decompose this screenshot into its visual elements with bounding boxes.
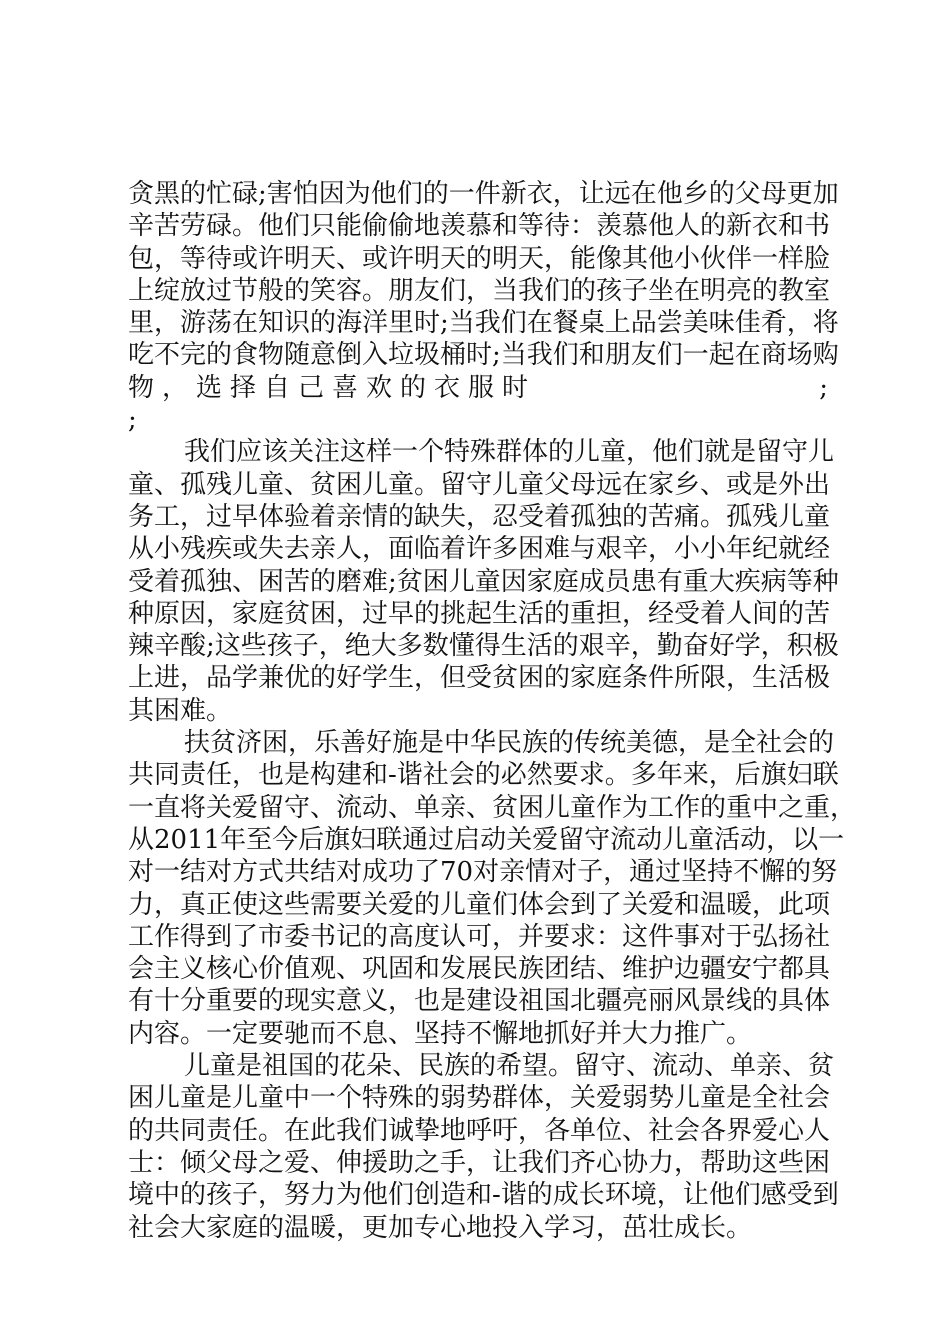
text-line: 境中的孩子，努力为他们创造和-谐的成长环境，让他们感受到 [128, 1180, 839, 1211]
text-line: 力，真正使这些需要关爱的儿童们体会到了关爱和温暖，此项 [128, 889, 831, 920]
text-line: 从小残疾或失去亲人，面临着许多困难与艰辛，小小年纪就经 [128, 534, 831, 565]
text-line: 共同责任，也是构建和-谐社会的必然要求。多年来，后旗妇联 [128, 760, 839, 791]
text-line: 有十分重要的现实意义，也是建设祖国北疆亮丽风景线的具体 [128, 986, 831, 1017]
text-line-segment: 物，选择自己喜欢的衣服时 [128, 372, 537, 403]
text-line: 务工，过早体验着亲情的缺失，忍受着孤独的苦痛。孤残儿童 [128, 501, 831, 532]
text-line: 辣辛酸;这些孩子，绝大多数懂得生活的艰辛，勤奋好学，积极 [128, 631, 839, 662]
text-line: 辛苦劳碌。他们只能偷偷地羡慕和等待：羡慕他人的新衣和书 [128, 211, 831, 242]
text-line: 社会大家庭的温暖，更加专心地投入学习，茁壮成长。 [128, 1212, 753, 1243]
text-line: ; [128, 405, 137, 436]
paragraph-first-line: 扶贫济困，乐善好施是中华民族的传统美德，是全社会的 [184, 728, 835, 759]
text-line: 童、孤残儿童、贫困儿童。留守儿童父母远在家乡、或是外出 [128, 469, 831, 500]
text-line-segment: ; [819, 372, 828, 403]
text-line: 一直将关爱留守、流动、单亲、贫困儿童作为工作的重中之重， [128, 792, 857, 823]
text-line: 贪黑的忙碌;害怕因为他们的一件新衣，让远在他乡的父母更加 [128, 179, 839, 209]
text-line: 内容。一定要驰而不息、坚持不懈地抓好并大力推广。 [128, 1018, 753, 1049]
text-line: 吃不完的食物随意倒入垃圾桶时;当我们和朋友们一起在商场购 [128, 340, 839, 371]
text-line: 包，等待或许明天、或许明天的明天，能像其他小伙伴一样脸 [128, 243, 831, 274]
text-line: 其困难。 [128, 695, 233, 726]
text-line: 上绽放过节般的笑容。朋友们，当我们的孩子坐在明亮的教室 [128, 275, 831, 306]
text-line [128, 372, 828, 404]
text-line: 从2011年至今后旗妇联通过启动关爱留守流动儿童活动，以一 [128, 824, 845, 855]
text-line: 对一结对方式共结对成功了70对亲情对子，通过坚持不懈的努 [128, 857, 838, 888]
document-body [128, 178, 857, 1244]
text-line: 上进，品学兼优的好学生，但受贫困的家庭条件所限，生活极 [128, 663, 831, 694]
paragraph-first-line: 我们应该关注这样一个特殊群体的儿童，他们就是留守儿 [184, 437, 835, 468]
text-line: 受着孤独、困苦的磨难;贫困儿童因家庭成员患有重大疾病等种 [128, 566, 839, 597]
paragraph-first-line: 儿童是祖国的花朵、民族的希望。留守、流动、单亲、贫 [184, 1051, 835, 1082]
text-line: 工作得到了市委书记的高度认可，并要求：这件事对于弘扬社 [128, 921, 831, 952]
text-line: 困儿童是儿童中一个特殊的弱势群体，关爱弱势儿童是全社会 [128, 1083, 831, 1114]
text-line: 的共同责任。在此我们诚挚地呼吁，各单位、社会各界爱心人 [128, 1115, 831, 1146]
text-line: 士：倾父母之爱、伸援助之手，让我们齐心协力，帮助这些困 [128, 1147, 831, 1178]
text-line: 会主义核心价值观、巩固和发展民族团结、维护边疆安宁都具 [128, 954, 831, 985]
text-line: 里，游荡在知识的海洋里时;当我们在餐桌上品尝美味佳肴，将 [128, 308, 839, 339]
text-line: 种原因，家庭贫困，过早的挑起生活的重担，经受着人间的苦 [128, 598, 831, 629]
